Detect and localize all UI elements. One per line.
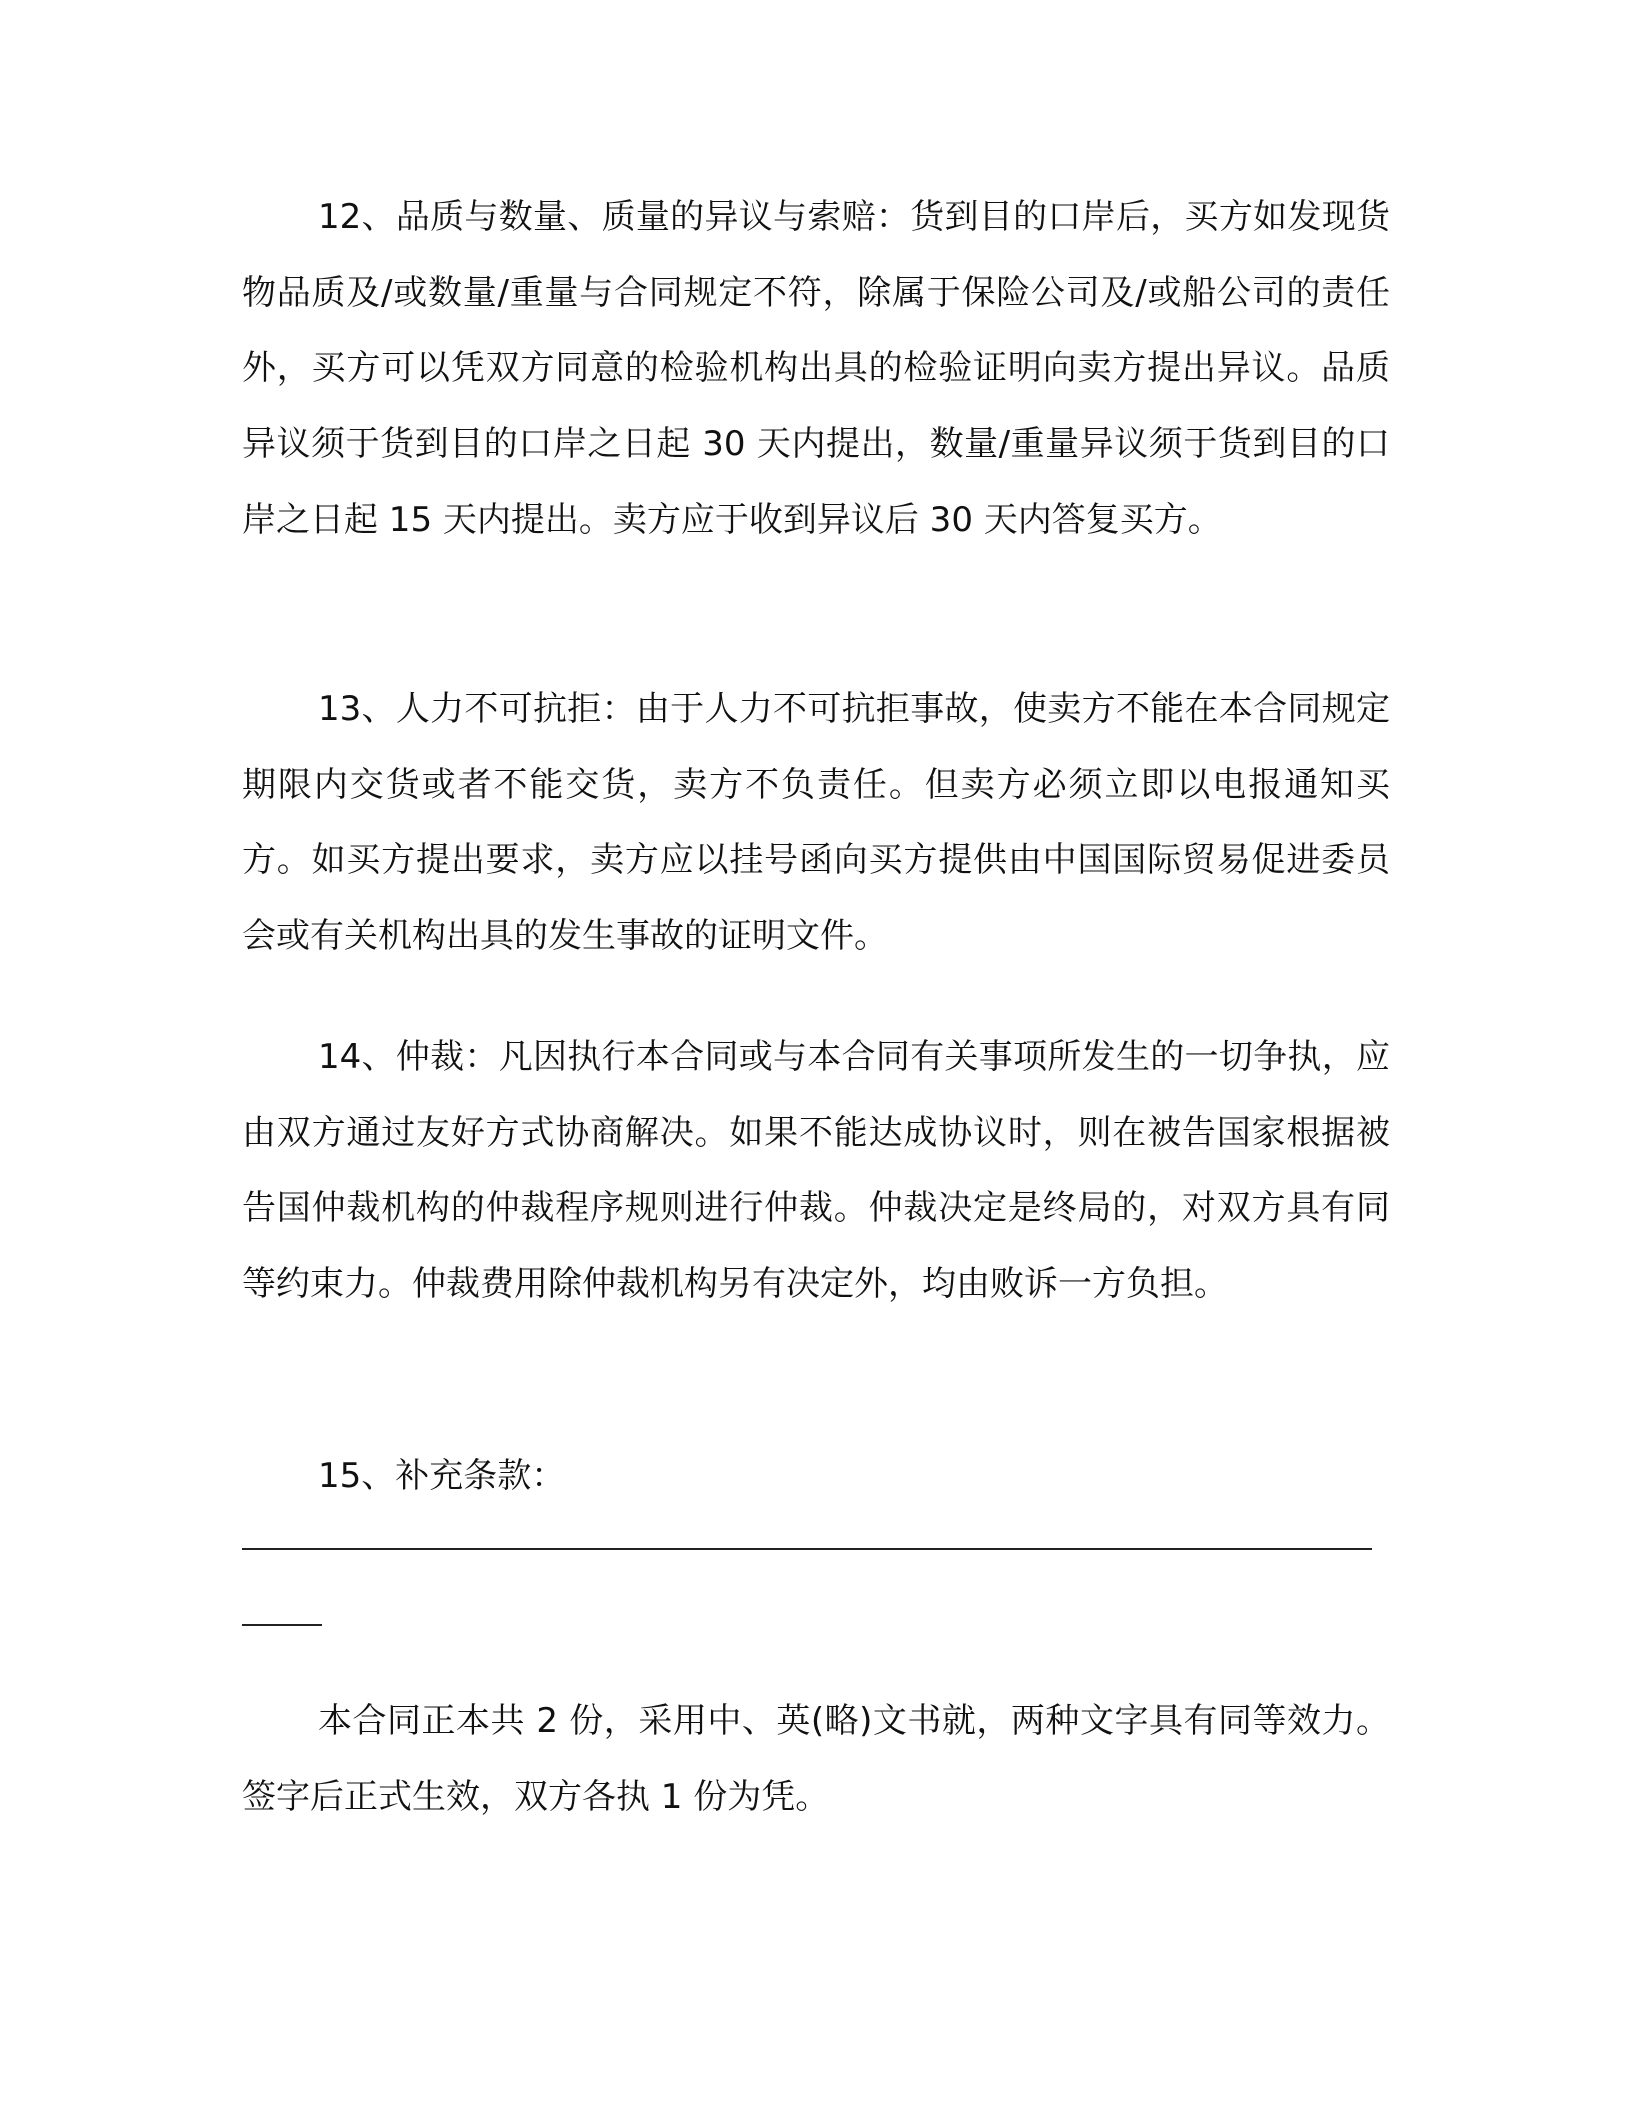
supplementary-blank-line [242,1548,1372,1550]
supplementary-blank-line-continued [242,1624,322,1626]
clause-13-paragraph: 13、人力不可抗拒：由于人力不可抗拒事故，使卖方不能在本合同规定期限内交货或者不能交货，卖方不负责任。但卖方必须立即以电报通知买方。如买方提出要求，卖方应以挂号函向买方提供由中国国际贸易促进委员会或有关机构出具的发生事故的证明文件。 [242,689,1390,957]
clause-14-paragraph: 14、仲裁：凡因执行本合同或与本合同有关事项所发生的一切争执，应由双方通过友好方式协商解决。如果不能达成协议时，则在被告国家根据被告国仲裁机构的仲裁程序规则进行仲裁。仲裁决定是终局的，对双方具有同等约束力。仲裁费用除仲裁机构另有决定外，均由败诉一方负担。 [242,1037,1390,1305]
closing-paragraph: 本合同正本共 2 份，采用中、英(略)文书就，两种文字具有同等效力。签字后正式生效，双方各执 1 份为凭。 [242,1701,1390,1817]
clause-15-heading: 15、补充条款： [318,1456,566,1496]
clause-12-paragraph: 12、品质与数量、质量的异议与索赔：货到目的口岸后，买方如发现货物品质及/或数量/重量与合同规定不符，除属于保险公司及/或船公司的责任外，买方可以凭双方同意的检验机构出具的检验证明向卖方提出异议。品质异议须于货到目的口岸之日起 30 天内提出，数量/重量异议须于货到目的口岸之日起 15 天内提出。卖方应于收到异议后 30 天内答复买方。 [242,197,1390,540]
